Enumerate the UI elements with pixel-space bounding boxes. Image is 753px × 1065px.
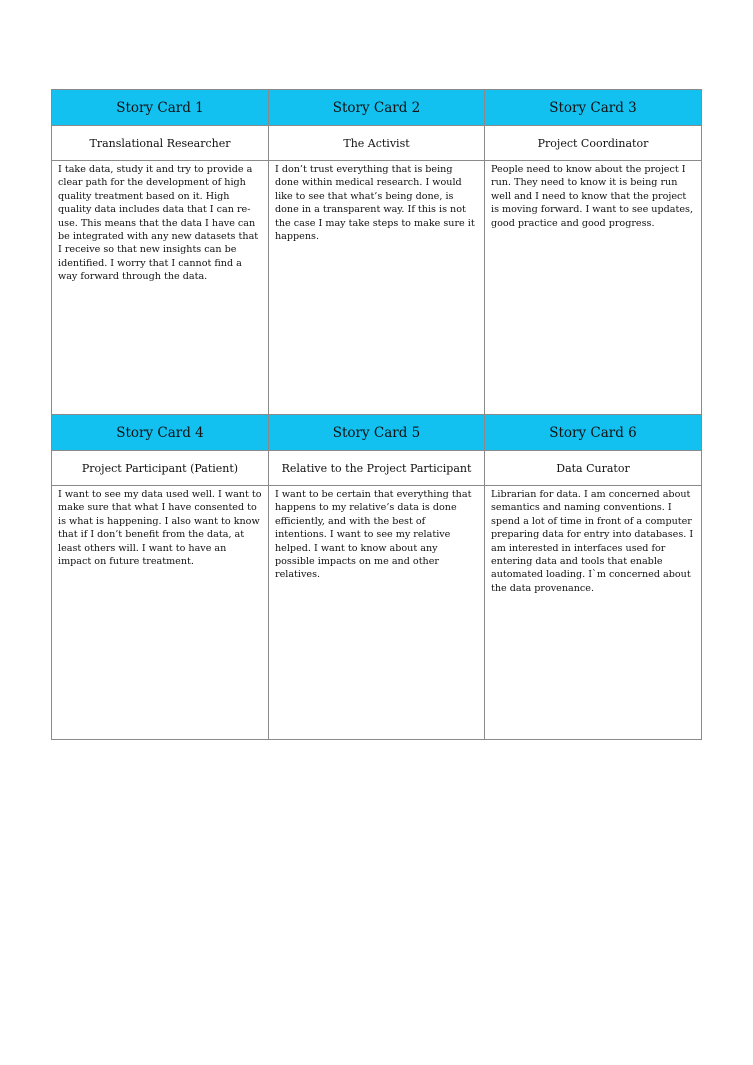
story-row-1 [52,161,702,415]
story-card-6-title: Story Card 6 [485,415,702,451]
story-card-1-text: I take data, study it and try to provide a clear path for the development of high quality treatment based on it. High quality data includes data that I can re-use. This means that the data I have can be integrated with any new datasets that I receive so that new insights can be identified. I worry that I cannot find a way forward through the data. [52,161,269,415]
story-card-2-role: The Activist [269,126,485,161]
story-card-6-role: Data Curator [485,451,702,486]
header-row-1 [52,90,702,126]
story-card-3-role: Project Coordinator [485,126,702,161]
story-card-2-title: Story Card 2 [269,90,485,126]
story-card-4-title: Story Card 4 [52,415,269,451]
story-card-1-role: Translational Researcher [52,126,269,161]
story-card-3-text: People need to know about the project I run. They need to know it is being run well and I need to know that the project is moving forward. I want to see updates, good practice and good progress. [485,161,702,415]
story-card-6-text: Librarian for data. I am concerned about semantics and naming conventions. I spend a lot of time in front of a computer preparing data for entry into databases. I am interested in interfaces used for entering data and tools that enable automated loading. I`m concerned about the data provenance. [485,486,702,740]
story-card-1-title: Story Card 1 [52,90,269,126]
story-card-5-text: I want to be certain that everything that happens to my relative’s data is done efficiently, and with the best of intentions. I want to see my relative helped. I want to know about any possible impacts on me and other relatives. [269,486,485,740]
story-card-5-role: Relative to the Project Participant [269,451,485,486]
story-card-4-role: Project Participant (Patient) [52,451,269,486]
story-card-2-text: I don’t trust everything that is being done within medical research. I would like to see that what’s being done, is done in a transparent way. If this is not the case I may take steps to make sure it happens. [269,161,485,415]
story-card-table [51,89,702,740]
header-row-2 [52,415,702,451]
role-row-2 [52,451,702,486]
story-card-3-title: Story Card 3 [485,90,702,126]
story-row-2 [52,486,702,740]
story-card-4-text: I want to see my data used well. I want to make sure that what I have consented to is what is happening. I also want to know that if I don’t benefit from the data, at least others will. I want to have an impact on future treatment. [52,486,269,740]
role-row-1 [52,126,702,161]
story-card-5-title: Story Card 5 [269,415,485,451]
